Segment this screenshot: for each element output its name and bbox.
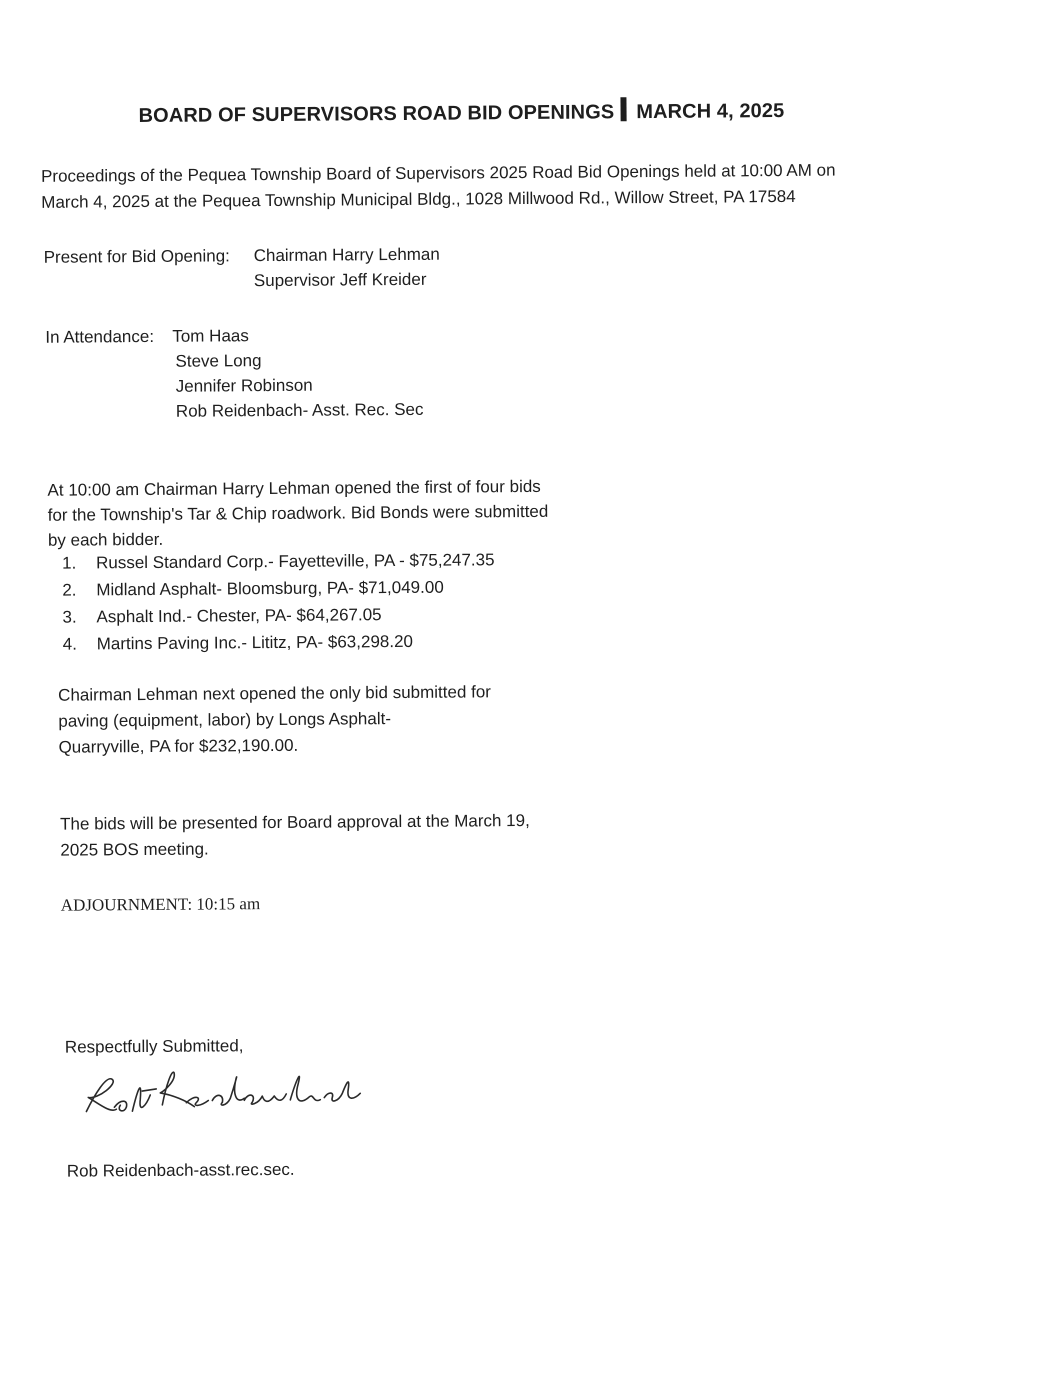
attendance-name-3: Jennifer Robinson: [175, 375, 313, 396]
bid-item: 1. Russel Standard Corp.- Fayetteville, PA - $75,247.35: [62, 550, 495, 573]
title-divider: [620, 97, 626, 121]
attendance-name-1: Tom Haas: [172, 326, 249, 346]
approval-line-1: The bids will be presented for Board approval at the March 19,: [60, 810, 530, 834]
title-date: MARCH 4, 2025: [636, 99, 785, 124]
bid-item: 3. Asphalt Ind.- Chester, PA- $64,267.05: [62, 605, 382, 627]
bids-intro-line-2: for the Township's Tar & Chip roadwork. Bid Bonds were submitted: [47, 501, 549, 525]
attendance-label: In Attendance:: [45, 326, 155, 347]
intro-line-1: Proceedings of the Pequea Township Board of Supervisors 2025 Road Bid Openings held at 10:00 AM on: [40, 160, 836, 186]
signer-name: Rob Reidenbach-asst.rec.sec.: [66, 1159, 295, 1181]
bid-item: 4. Martins Paving Inc.- Lititz, PA- $63,298.20: [62, 631, 414, 654]
closing: Respectfully Submitted,: [64, 1036, 244, 1057]
present-name-1: Chairman Harry Lehman: [253, 244, 440, 266]
adjournment: ADJOURNMENT: 10:15 am: [60, 894, 261, 915]
present-name-2: Supervisor Jeff Kreider: [253, 269, 427, 291]
present-label: Present for Bid Opening:: [43, 246, 230, 267]
attendance-name-2: Steve Long: [175, 351, 262, 371]
bid-item: 2. Midland Asphalt- Bloomsburg, PA- $71,049.00: [62, 577, 444, 600]
approval-line-2: 2025 BOS meeting.: [60, 839, 209, 860]
intro-line-2: March 4, 2025 at the Pequea Township Municipal Bldg., 1028 Millwood Rd., Willow Street, PA 17584: [41, 186, 796, 212]
bid-list: [62, 546, 495, 657]
signature: [76, 1053, 377, 1127]
bids-intro-line-3: by each bidder.: [47, 529, 164, 550]
bids-intro-line-1: At 10:00 am Chairman Harry Lehman opened the first of four bids: [47, 476, 541, 500]
paving-line-1: Chairman Lehman next opened the only bid submitted for: [58, 682, 492, 705]
page-title: [138, 96, 784, 128]
paving-line-2: paving (equipment, labor) by Longs Asphalt-: [58, 709, 392, 731]
title-left: BOARD OF SUPERVISORS ROAD BID OPENINGS: [138, 101, 615, 128]
paving-line-3: Quarryville, PA for $232,190.00.: [58, 735, 299, 757]
attendance-name-4: Rob Reidenbach- Asst. Rec. Sec: [175, 399, 424, 421]
